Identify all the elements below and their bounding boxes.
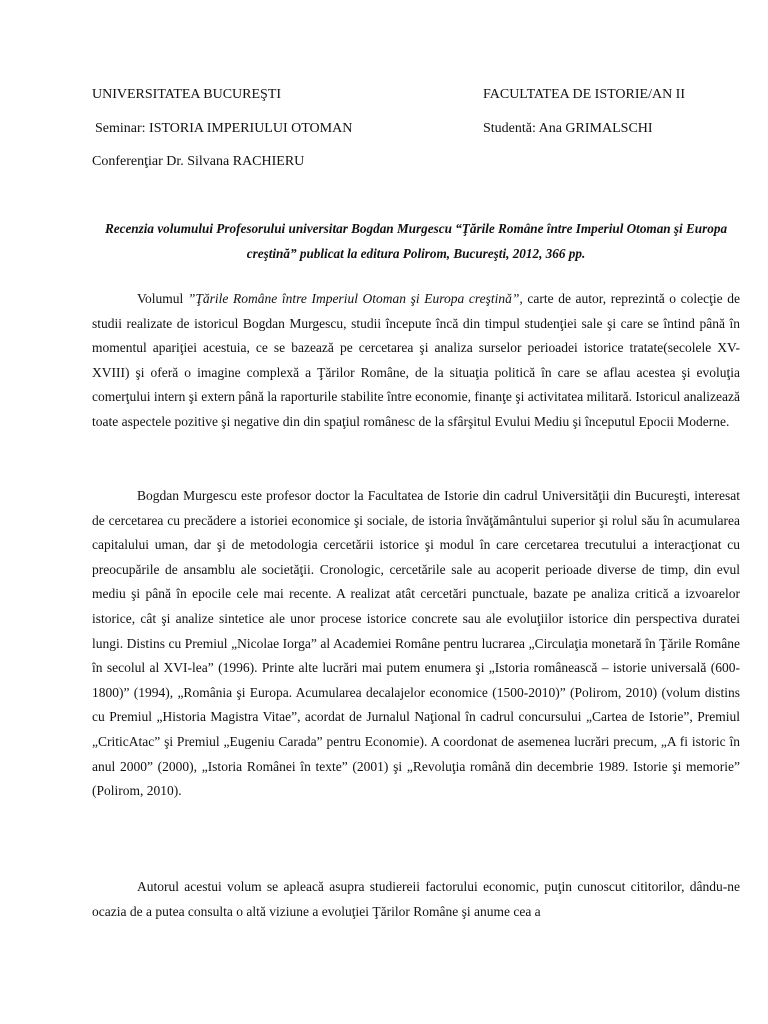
lecturer-name: Conferenţiar Dr. Silvana RACHIERU	[92, 154, 305, 169]
faculty-name: FACULTATEA DE ISTORIE/AN II	[483, 87, 686, 102]
university-name: UNIVERSITATEA BUCUREŞTI	[92, 87, 282, 102]
book-title-italic: ”Ţările Române între Imperiul Otoman şi Europa creştină”,	[187, 291, 523, 306]
paragraph-1	[92, 287, 740, 435]
paragraph-1-start: Volumul	[137, 291, 188, 306]
paragraph-1-rest: carte de autor, reprezintă o colecţie de studii realizate de istoricul Bogdan Murgescu, studii începute încă din timpul studenţiei sale şi care se întind până în momentul apariţiei acestuia, ce se bazează pe cercetarea şi analiza surselor perioadei istorice tratate(secolele XV-XVIII) şi oferă o imagine complexă a Ţărilor Române, de la situaţia politică în care se aflau acestea şi evoluţia comerţului intern şi extern până la raporturile stabilite între economie, finanţe şi activitatea militară. Istoricul analizează toate aspectele pozitive şi negative din din spaţiul românesc de la sfârşitul Evului Mediu şi începutul Epocii Moderne.	[92, 291, 740, 429]
seminar-name: Seminar: ISTORIA IMPERIULUI OTOMAN	[95, 121, 353, 136]
paragraph-2: Bogdan Murgescu este profesor doctor la Facultatea de Istorie din cadrul Universităţii din Bucureşti, interesat de cercetarea cu precădere a istoriei economice şi sociale, de istoria învăţământului superior şi rolul său în acumularea capitalului uman, dar şi de metodologia cercetării istorice şi modul în care cercetarea trecutului a interacţionat cu preocupările de ansamblu ale societăţii. Cronologic, cercetările sale au acoperit perioade diverse de timp, din evul mediu şi până în epocile cele mai recente. A realizat atât cercetări punctuale, bazate pe analiza critică a izvoarelor istorice, cât şi analize sintetice ale unor procese istorice concrete sau ale evoluţiilor istorice din perspectiva duratei lungi. Distins cu Premiul „Nicolae Iorga” al Academiei Române pentru lucrarea „Circulaţia monetară în Ţările Române în secolul al XVI-lea” (1996). Printe alte lucrări mai putem enumera şi „Istoria românească – istorie universală (600-1800)” (1994), „România şi Europa. Acumularea decalajelor economice (1500-2010)” (Polirom, 2010) (volum distins cu Premiul „Historia Magistra Vitae”, acordat de Jurnalul Naţional în cadrul concursului „Cartea de Istorie”, Premiul „CriticAtac” şi Premiul „Eugeniu Carada” pentru Economie). A coordonat de asemenea lucrări precum, „A fi istoric în anul 2000” (2000), „Istoria Românei în texte” (2001) şi „Revoluţia română din decembrie 1989. Istorie şi memorie” (Polirom, 2010).	[92, 488, 740, 799]
student-name: Studentă: Ana GRIMALSCHI	[483, 121, 653, 136]
review-title: Recenzia volumului Profesorului universitar Bogdan Murgescu “Ţările Române între Imperiul Otoman şi Europa creştină” publicat la editura Polirom, Bucureşti, 2012, 366 pp.	[104, 221, 728, 261]
paragraph-3: Autorul acestui volum se apleacă asupra studiereii factorului economic, puţin cunoscut cititorilor, dându-ne ocazia de a putea consulta o altă viziune a evoluţiei Ţărilor Române şi anume cea a	[92, 879, 740, 919]
